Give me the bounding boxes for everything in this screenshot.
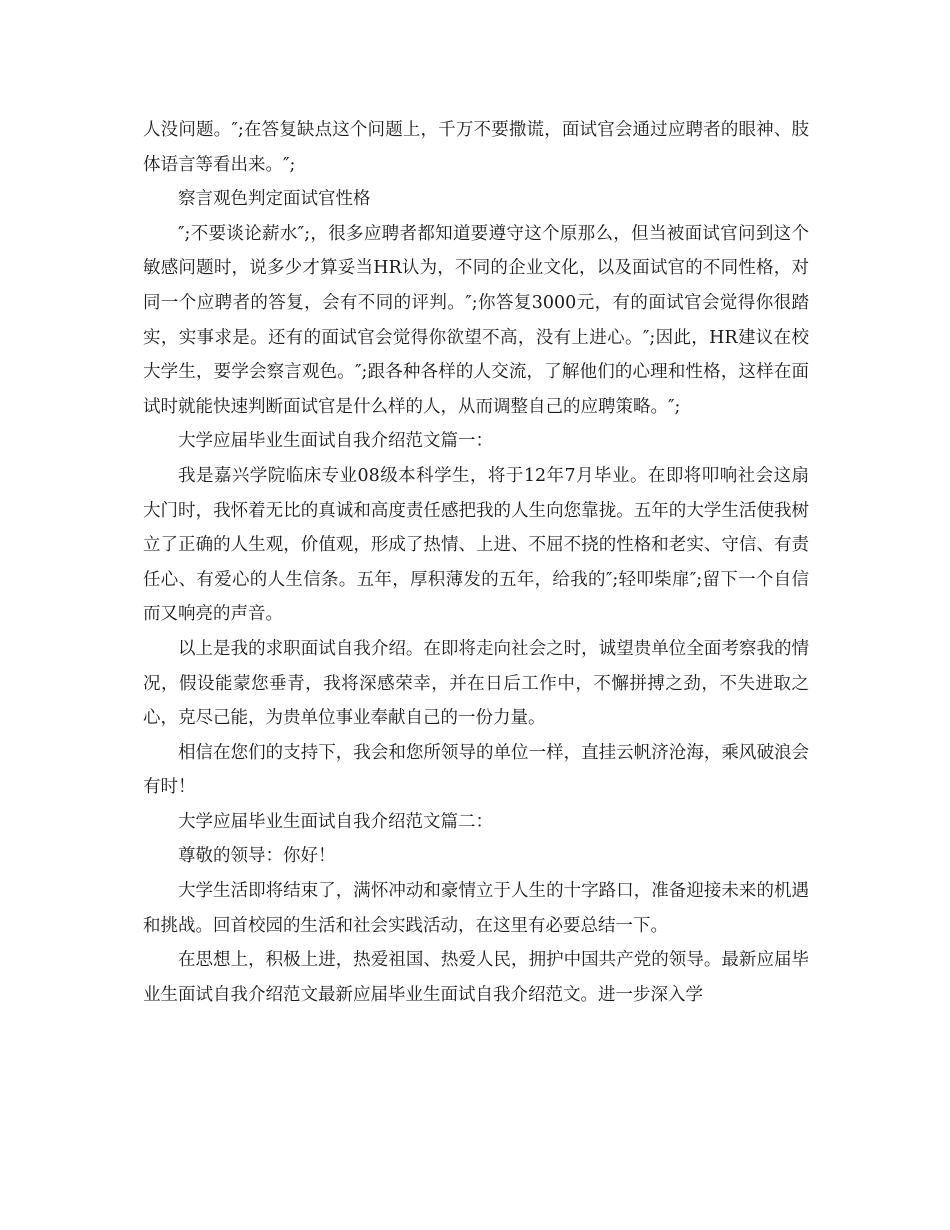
section-heading-sample-two: 大学应届毕业生面试自我介绍范文篇二：: [178, 811, 493, 832]
paragraph-continuation: 人没问题。″;在答复缺点这个问题上，千万不要撒谎，面试官会通过应聘者的眼神、肢体语言等看出来。″;: [143, 120, 809, 175]
paragraph-self-intro: 我是嘉兴学院临床专业08级本科学生，将于12年7月毕业。在即将叩响社会这扇大门时，我怀着无比的真诚和高度责任感把我的人生向您靠拢。五年的大学生活使我树立了正确的人生观，价值观，形成了热情、上进、不屈不挠的性格和老实、守信、有责任心、有爱心的人生信条。五年，厚积薄发的五年，给我的″;轻叩柴扉″;留下一个自信而又响亮的声音。: [143, 465, 809, 625]
document-body: [143, 113, 809, 1012]
paragraph-closing: 相信在您们的支持下，我会和您所领导的单位一样，直挂云帆济沧海，乘风破浪会有时！: [143, 742, 809, 798]
paragraph-ideology: 在思想上，积极上进，热爱祖国、热爱人民，拥护中国共产党的领导。最新应届毕业生面试自我介绍范文最新应届毕业生面试自我介绍范文。进一步深入学: [143, 950, 809, 1005]
paragraph-salutation: 尊敬的领导：你好！: [178, 846, 336, 867]
paragraph-salary: ″;不要谈论薪水″;，很多应聘者都知道要遵守这个原那么，但当被面试官问到这个敏感问题时，说多少才算妥当HR认为，不同的企业文化，以及面试官的不同性格，对同一个应聘者的答复，会有不同的评判。″;你答复3000元，有的面试官会觉得你很踏实，实事求是。还有的面试官会觉得你欲望不高，没有上进心。″;因此，HR建议在校大学生，要学会察言观色。″;跟各种各样的人交流，了解他们的心理和性格，这样在面试时就能快速判断面试官是什么样的人，从而调整自己的应聘策略。″;: [143, 223, 809, 417]
paragraph-summary: 以上是我的求职面试自我介绍。在即将走向社会之时，诚望贵单位全面考察我的情况，假设能蒙您垂青，我将深感荣幸，并在日后工作中，不懈拼搏之劲，不失进取之心，克尽己能，为贵单位事业奉献自己的一份力量。: [143, 638, 809, 729]
section-heading-observe: 察言观色判定面试官性格: [178, 189, 371, 210]
section-heading-sample-one: 大学应届毕业生面试自我介绍范文篇一：: [178, 431, 493, 452]
paragraph-university-life: 大学生活即将结束了，满怀冲动和豪情立于人生的十字路口，准备迎接未来的机遇和挑战。回首校园的生活和社会实践活动，在这里有必要总结一下。: [143, 881, 809, 936]
